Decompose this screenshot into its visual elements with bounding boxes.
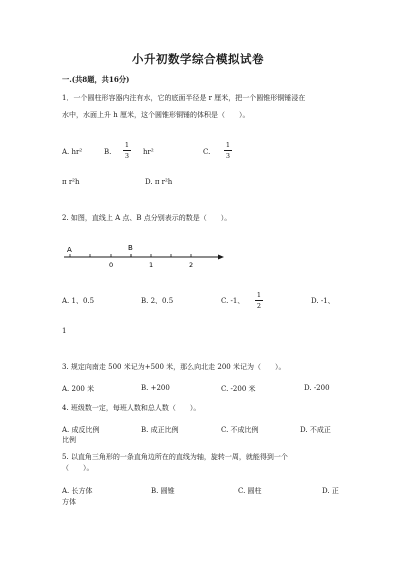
option-c-tail: π r²h [62,178,80,186]
section-heading: 一.(共8题，共16分) [62,75,130,84]
option-c-label: C. [203,148,211,156]
question-3-stem: 3. 规定向南走 500 米记为+500 米，那么向北走 200 米记为（ ）。 [62,363,286,371]
question-5-line-1: 5. 以直角三角形的一条直角边所在的直线为轴，旋转一周，就能得到一个 [62,453,288,461]
option-c-label: C. -1、 [221,297,245,305]
option-b: B. 圆锥 [151,487,175,495]
number-line-ticks [70,254,191,257]
option-a: A. 1、0.5 [62,297,95,305]
question-2-stem: 2. 如图，直线上 A 点、B 点分别表示的数是（ ）。 [62,214,232,222]
fraction-numerator: 1 [256,291,262,299]
option-c: C. 圆柱 [238,487,262,495]
fraction-denominator: 3 [225,152,231,160]
question-1-line-1: 1．一个圆柱形容器内注有水，它的底面半径是 r 厘米，把一个圆锥形铜锤浸在 [62,94,306,102]
option-a: A. 长方体 [62,487,93,495]
point-label-b: B [128,244,133,252]
fraction-bar [123,150,131,151]
tick-label-2: 2 [189,261,194,269]
option-a-wrap: 比例 [62,436,76,444]
question-1-line-2: 水中，水面上升 h 厘米，这个圆锥形铜锤的体积是（ ）。 [62,111,250,119]
page-title: 小升初数学综合模拟试卷 [132,52,264,66]
option-a-wrap: 方体 [62,498,76,506]
option-c: C. 不成比例 [221,426,259,434]
option-b-fraction [122,141,132,160]
option-a: A. hr² [62,148,83,156]
option-b-tail: hr² [143,148,154,156]
question-5-line-2: （ ）。 [62,464,94,472]
point-label-a: A [67,246,72,254]
option-d: D. 不成正 [300,426,331,434]
option-b-label: B. [104,148,112,156]
fraction-numerator: 1 [124,141,130,149]
tick-label-0: 0 [109,261,114,269]
fraction-bar [255,300,263,301]
fraction-bar [224,150,232,151]
fraction-denominator: 3 [124,152,130,160]
number-line-arrow [218,255,224,260]
option-a: A. 200 米 [62,385,95,393]
option-c-fraction [223,141,233,160]
fraction-denominator: 2 [256,302,262,310]
option-b: B. 成正比例 [141,426,179,434]
number-line [58,240,228,270]
option-d: D. 正 [322,487,339,495]
option-a: A. 成反比例 [62,426,100,434]
option-d: D. π r²h [145,178,173,186]
option-b: B. +200 [141,384,170,392]
tick-label-1: 1 [149,261,154,269]
option-d-tail: 1 [62,327,67,335]
option-d: D. -200 [304,384,330,392]
question-4-stem: 4. 班级数一定，每班人数和总人数（ ）。 [62,404,201,412]
option-b: B. 2、0.5 [141,297,174,305]
option-d: D. -1、 [311,297,335,305]
fraction-numerator: 1 [225,141,231,149]
option-c: C. -200 米 [221,385,256,393]
option-c-fraction [254,291,264,310]
